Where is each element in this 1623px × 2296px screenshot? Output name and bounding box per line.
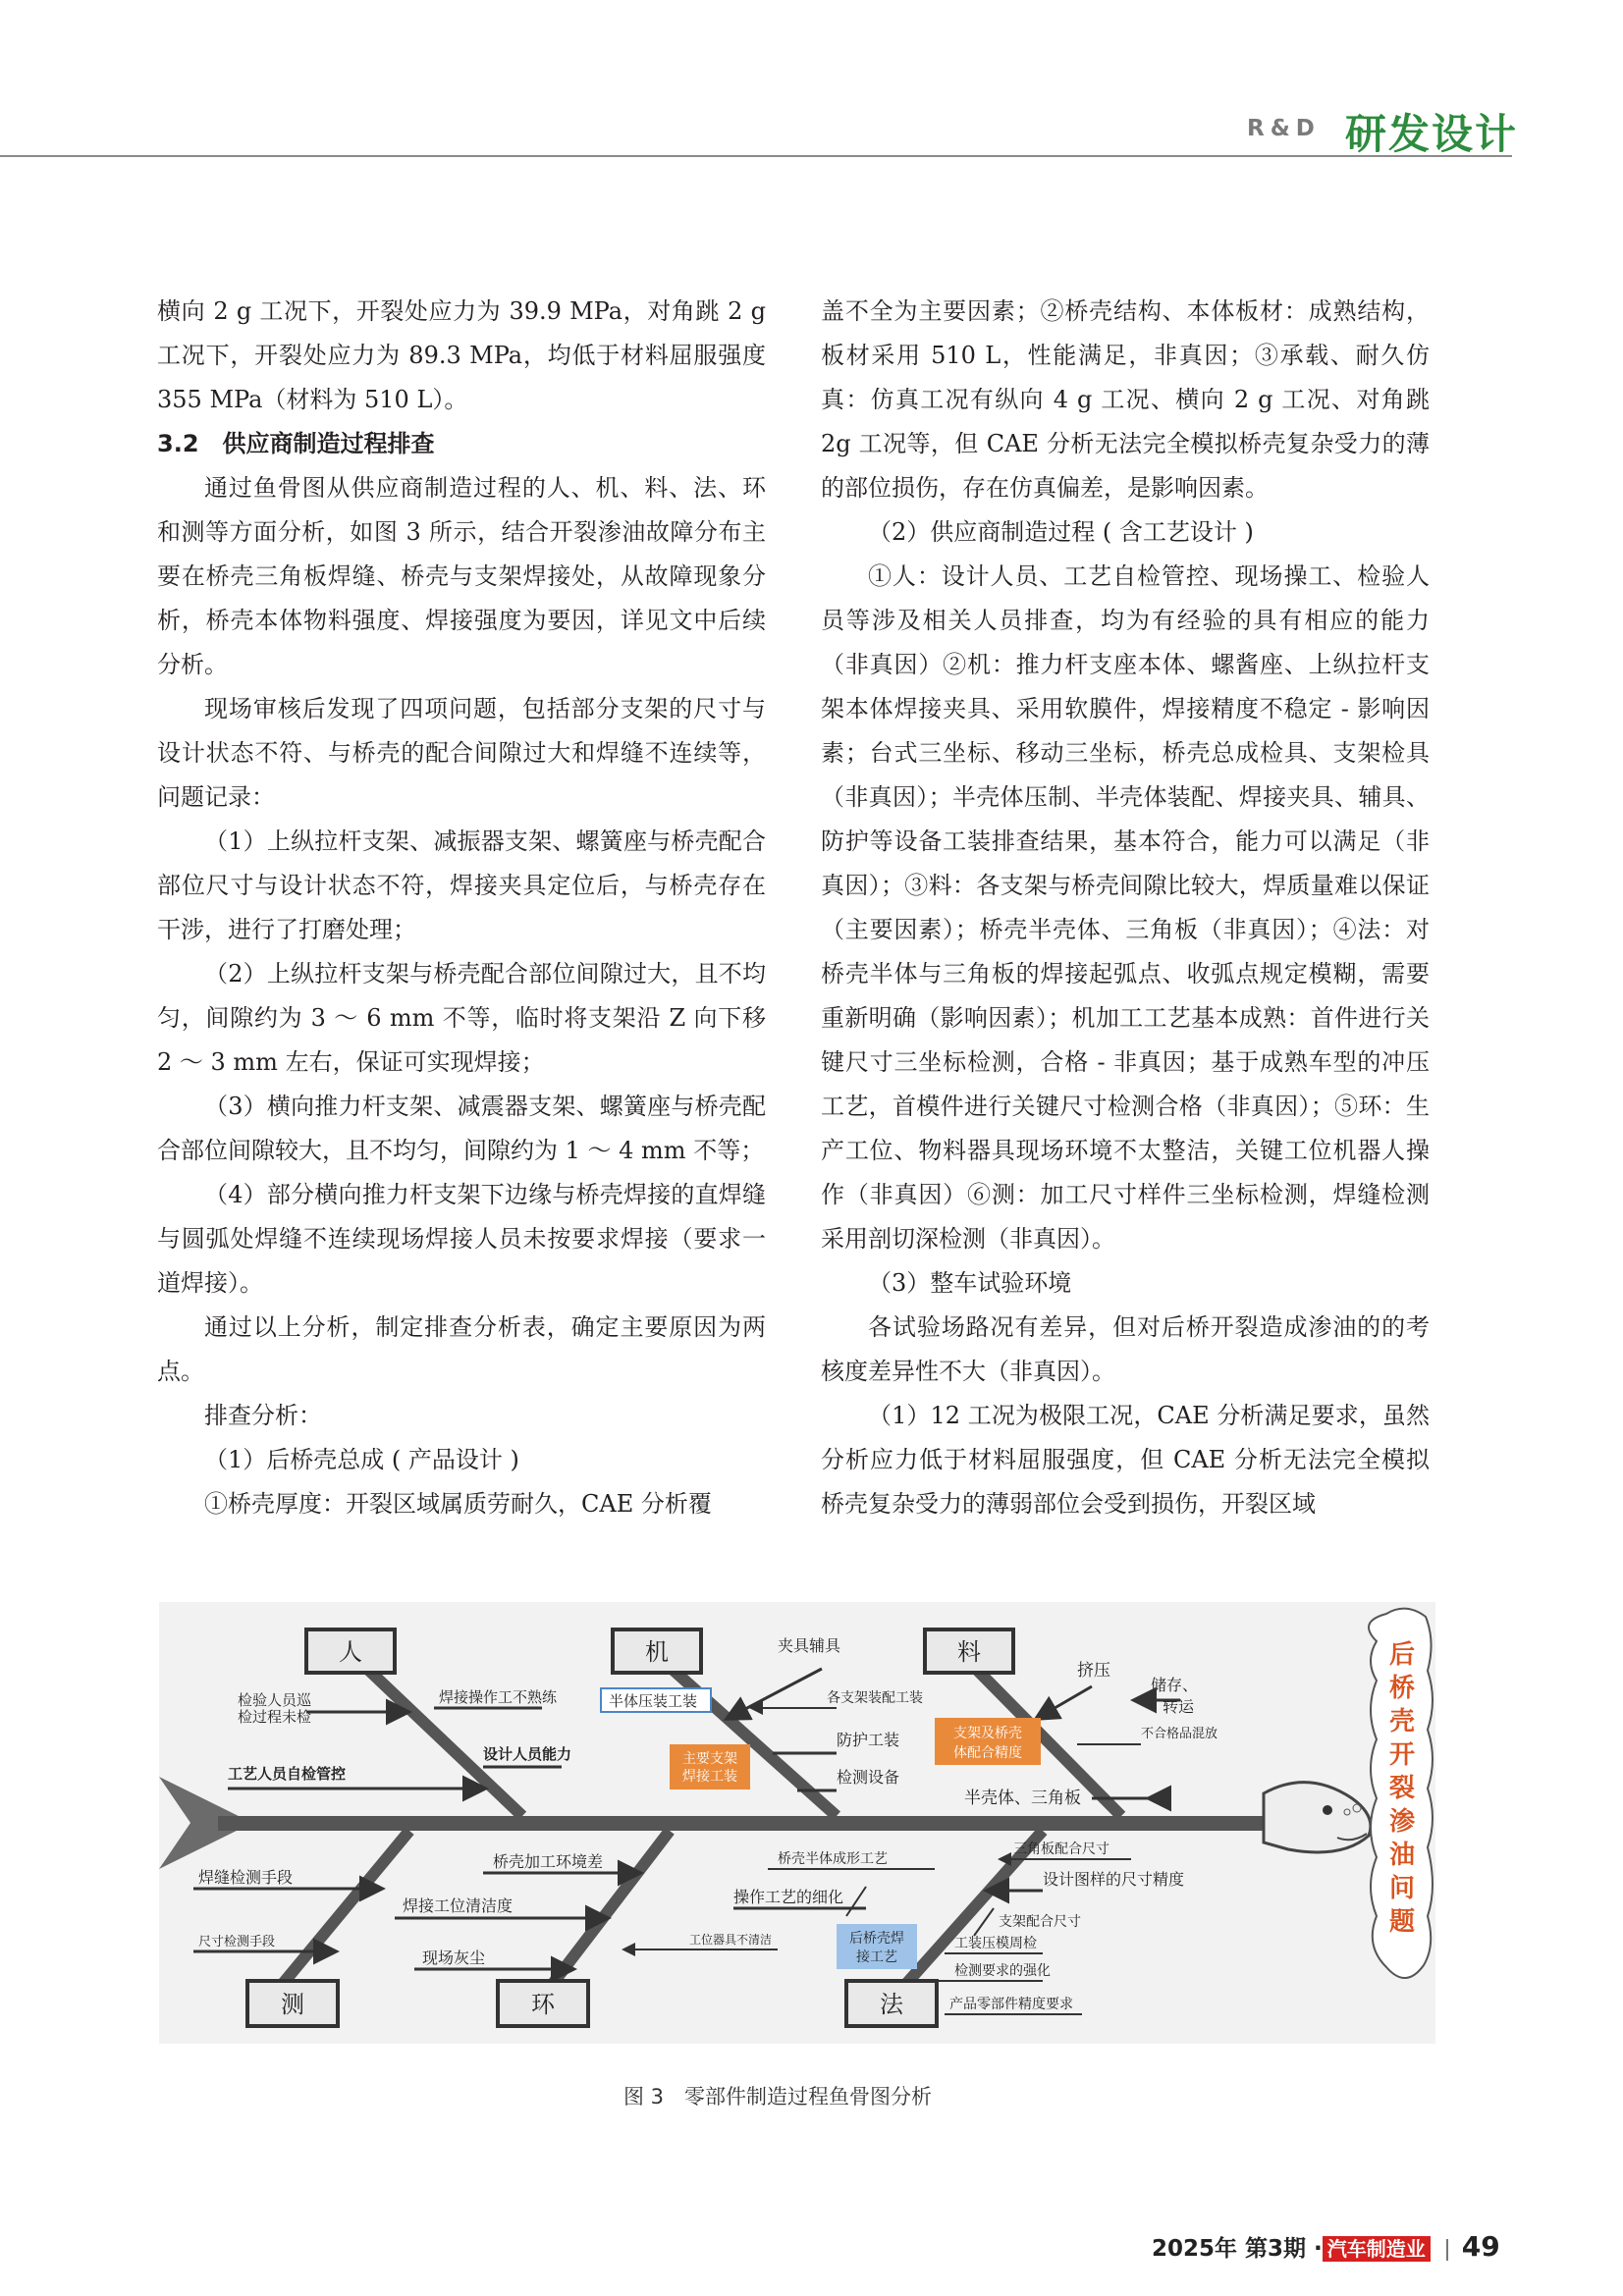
paragraph: 横向 2 g 工况下，开裂处应力为 39.9 MPa，对角跳 2 g 工况下，开裂处应力为 89.3 MPa，均低于材料屈服强度 355 MPa（材料为 510 L）。 [157, 297, 766, 413]
svg-text:工位器具不清洁: 工位器具不清洁 [689, 1933, 773, 1947]
left-column [157, 290, 766, 1526]
paragraph: （1）上纵拉杆支架、减振器支架、螺簧座与桥壳配合部位尺寸与设计状态不符，焊接夹具定位后，与桥壳存在干涉，进行了打磨处理； [157, 828, 766, 943]
cloud-title-char: 裂 [1388, 1773, 1416, 1802]
svg-text:设计人员能力: 设计人员能力 [483, 1746, 572, 1763]
paragraph: （3）整车试验环境 [868, 1269, 1072, 1297]
paragraph: 各试验场路况有差异，但对后桥开裂造成渗油的的考核度差异性不大（非真因）。 [821, 1313, 1430, 1385]
footer-divider [1446, 2239, 1448, 2261]
svg-text:接工艺: 接工艺 [856, 1949, 897, 1964]
paragraph: （1）12 工况为极限工况，CAE 分析满足要求，虽然分析应力低于材料屈服强度，但 CAE 分析无法完全模拟桥壳复杂受力的薄弱部位会受到损伤，开裂区域 [821, 1402, 1430, 1518]
svg-text:支架配合尺寸: 支架配合尺寸 [999, 1913, 1081, 1929]
header-rule [0, 155, 1512, 157]
paragraph: ①桥壳厚度：开裂区域属质劳耐久，CAE 分析覆 [204, 1490, 712, 1518]
svg-text:支架及桥壳: 支架及桥壳 [953, 1725, 1022, 1740]
fish-spine [218, 1816, 1278, 1831]
svg-text:转运: 转运 [1163, 1699, 1195, 1716]
cloud-title [1389, 1639, 1415, 1936]
svg-text:工艺人员自检管控: 工艺人员自检管控 [228, 1766, 347, 1783]
svg-text:工装压模周检: 工装压模周检 [954, 1935, 1037, 1950]
paragraph: ①人：设计人员、工艺自检管控、现场操工、检验人员等涉及相关人员排查，均为有经验的具有相应的能力（非真因）②机：推力杆支座本体、螺酱座、上纵拉杆支架本体焊接夹具、采用软膜件，焊接精度不稳定 - 影响因素；台式三坐标、移动三坐标，桥壳总成检具、支架检具（非真因）；半壳体压制、半壳体装配、焊接夹具、辅具、防护等设备工装排查结果，基本符合，能力可以满足（非真因）；③料：各支架与桥壳间隙比较大，焊质量难以保证（主要因素）；桥壳半壳体、三角板（非真因）；④法：对桥壳半体与三角板的焊接起弧点、收弧点规定模糊，需要重新明确（影响因素）；机加工工艺基本成熟：首件进行关键尺寸三坐标检测，合格 - 非真因；基于成熟车型的冲压工艺，首模件进行关键尺寸检测合格（非真因）；⑤环：生产工位、物料器具现场环境不太整洁，关键工位机器人操作（非真因）⑥测：加工尺寸样件三坐标检测，焊缝检测采用剖切深检测（非真因）。 [821, 562, 1430, 1253]
svg-text:不合格品混放: 不合格品混放 [1141, 1726, 1218, 1740]
fishbone-diagram [159, 1602, 1435, 2044]
svg-text:半体压装工装: 半体压装工装 [609, 1693, 698, 1710]
svg-text:半壳体、三角板: 半壳体、三角板 [964, 1789, 1081, 1807]
cloud-title-char: 渗 [1388, 1806, 1416, 1836]
svg-text:体配合精度: 体配合精度 [953, 1744, 1022, 1760]
figure-caption: 图 3 零部件制造过程鱼骨图分析 [623, 2085, 933, 2109]
svg-text:检测设备: 检测设备 [837, 1770, 900, 1787]
svg-text:料: 料 [957, 1639, 981, 1666]
svg-text:人: 人 [339, 1639, 362, 1666]
svg-text:焊缝检测手段: 焊缝检测手段 [198, 1870, 294, 1887]
cloud-title-char: 后 [1388, 1639, 1416, 1669]
svg-text:尺寸检测手段: 尺寸检测手段 [198, 1934, 276, 1949]
paragraph: 通过以上分析，制定排查分析表，确定主要原因为两点。 [157, 1313, 766, 1385]
cloud-title-char: 桥 [1388, 1673, 1416, 1702]
paragraph: （2）上纵拉杆支架与桥壳配合部位间隙过大，且不均匀，间隙约为 3 ～ 6 mm 不等，临时将支架沿 Z 向下移 2 ～ 3 mm 左右，保证可实现焊接； [157, 960, 766, 1076]
svg-text:机: 机 [645, 1639, 669, 1666]
svg-text:焊接操作工不熟练: 焊接操作工不熟练 [439, 1689, 558, 1706]
cloud-title-char: 题 [1388, 1906, 1416, 1936]
svg-text:夹具辅具: 夹具辅具 [778, 1638, 841, 1655]
fishbone-figure [159, 1602, 1435, 2044]
cloud-title-char: 油 [1388, 1840, 1416, 1869]
fish-head [1264, 1783, 1371, 1852]
section-title: 研发设计 [1345, 110, 1519, 158]
right-column [821, 290, 1430, 1526]
svg-text:设计图样的尺寸精度: 设计图样的尺寸精度 [1043, 1872, 1185, 1889]
cloud-title-char: 壳 [1388, 1706, 1416, 1735]
svg-text:法: 法 [880, 1992, 903, 2018]
svg-text:后桥壳焊: 后桥壳焊 [849, 1930, 904, 1946]
svg-text:焊接工装: 焊接工装 [682, 1768, 737, 1784]
cloud-title-char: 开 [1388, 1739, 1416, 1769]
svg-text:桥壳加工环境差: 桥壳加工环境差 [493, 1854, 604, 1871]
paragraph: 通过鱼骨图从供应商制造过程的人、机、料、法、环和测等方面分析，如图 3 所示，结合开裂渗油故障分布主要在桥壳三角板焊缝、桥壳与支架焊接处，从故障现象分析，桥壳本体物料强度、焊接强度为要因，详见文中后续分析。 [157, 474, 766, 678]
svg-text:检过程未检: 检过程未检 [238, 1709, 312, 1726]
svg-text:三角板配合尺寸: 三角板配合尺寸 [1013, 1841, 1109, 1856]
svg-text:防护工装: 防护工装 [837, 1733, 900, 1749]
section-tag: R&D [1247, 116, 1321, 141]
svg-text:操作工艺的细化: 操作工艺的细化 [733, 1890, 844, 1906]
svg-text:桥壳半体成形工艺: 桥壳半体成形工艺 [778, 1850, 888, 1866]
page-footer [1152, 2230, 1500, 2263]
svg-text:测: 测 [281, 1992, 304, 2018]
issue-info: 2025年 第3期 · [1152, 2236, 1323, 2262]
paragraph: （1）后桥壳总成 ( 产品设计 ) [204, 1446, 519, 1473]
svg-text:产品零部件精度要求: 产品零部件精度要求 [949, 1996, 1073, 2011]
paragraph: （4）部分横向推力杆支架下边缘与桥壳焊接的直焊缝与圆弧处焊缝不连续现场焊接人员未按要求焊接（要求一道焊接）。 [157, 1181, 766, 1297]
svg-text:储存、: 储存、 [1151, 1678, 1199, 1694]
paragraph: （2）供应商制造过程 ( 含工艺设计 ) [868, 518, 1254, 546]
cloud-title-char: 问 [1388, 1873, 1416, 1902]
brand-badge: 汽车制造业 [1323, 2236, 1431, 2262]
page-number: 49 [1461, 2230, 1500, 2263]
svg-text:检测要求的强化: 检测要求的强化 [954, 1962, 1051, 1978]
paragraph: 排查分析： [204, 1402, 322, 1429]
svg-text:主要支架: 主要支架 [682, 1750, 737, 1766]
paragraph: 3.2 供应商制造过程排查 [157, 430, 435, 457]
svg-text:各支架装配工装: 各支架装配工装 [827, 1689, 923, 1705]
svg-text:现场灰尘: 现场灰尘 [422, 1950, 486, 1967]
svg-text:检验人员巡: 检验人员巡 [238, 1692, 312, 1709]
svg-text:焊接工位清洁度: 焊接工位清洁度 [403, 1898, 514, 1915]
paragraph: 盖不全为主要因素；②桥壳结构、本体板材：成熟结构，板材采用 510 L，性能满足，非真因；③承载、耐久仿真：仿真工况有纵向 4 g 工况、横向 2 g 工况、对角跳 2g 工况等，但 CAE 分析无法完全模拟桥壳复杂受力的薄的部位损伤，存在仿真偏差，是影响因素。 [821, 297, 1430, 502]
svg-text:挤压: 挤压 [1077, 1661, 1110, 1680]
svg-text:环: 环 [531, 1992, 555, 2018]
paragraph: （3）横向推力杆支架、减震器支架、螺簧座与桥壳配合部位间隙较大，且不均匀，间隙约为 1 ～ 4 mm 不等； [157, 1093, 766, 1164]
paragraph: 现场审核后发现了四项问题，包括部分支架的尺寸与设计状态不符、与桥壳的配合间隙过大和焊缝不连续等，问题记录： [157, 695, 766, 811]
